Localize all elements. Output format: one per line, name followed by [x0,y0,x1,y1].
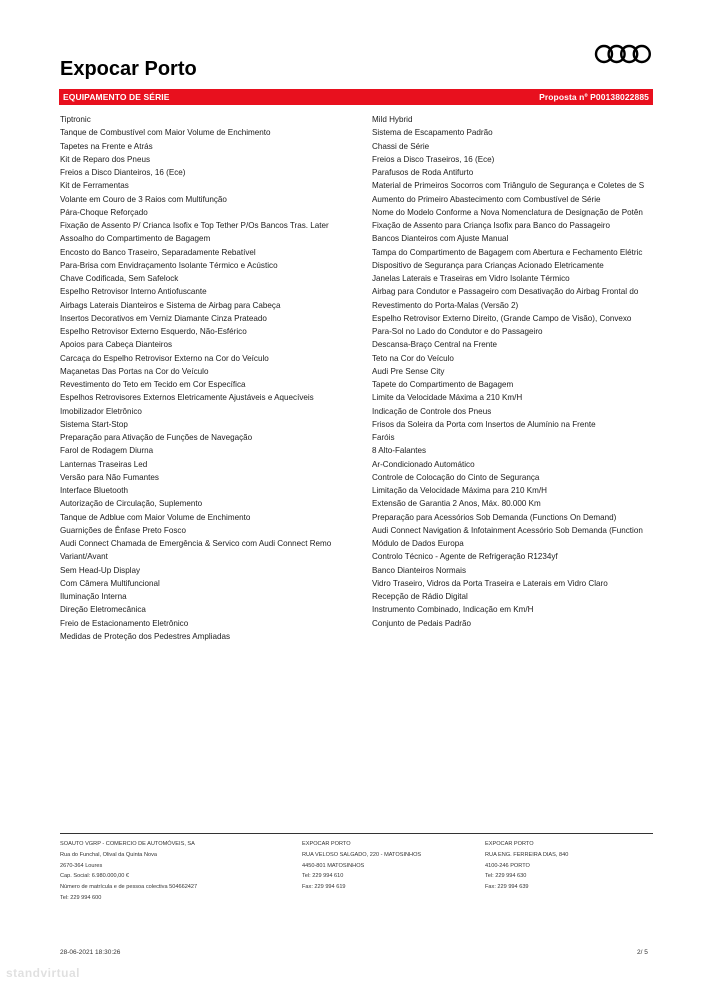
equipment-item: Chassi de Série [372,141,430,151]
equipment-item: Medidas de Proteção dos Pedestres Ampliadas [60,631,231,641]
equipment-item: Controle de Colocação do Cinto de Segurança [372,472,540,482]
footer-line-text: RUA ENG. FERREIRA DIAS, 840 [485,851,569,858]
equipment-item: Tampa do Compartimento de Bagagem com Abertura e Fechamento Elétric [372,247,643,257]
equipment-item: Lanternas Traseiras Led [60,459,148,469]
equipment-item: Bancos Dianteiros com Ajuste Manual [372,234,509,244]
equipment-item: 8 Alto-Falantes [372,446,426,456]
equipment-item: Limitação da Velocidade Máxima para 210 Km/H [372,486,548,495]
equipment-item: Apoios para Cabeça Dianteiros [60,340,173,350]
equipment-item: Extensão de Garantia 2 Anos, Máx. 80.000 Km [372,499,541,509]
equipment-item: Sem Head-Up Display [60,565,141,575]
equipment-item: Parafusos de Roda Antifurto [372,168,474,177]
equipment-item: Fixação de Assento P/ Crianca Isofix e Top Tether P/Os Bancos Tras. Later [60,221,329,230]
equipment-item: Frisos da Soleira da Porta com Insertos de Alumínio na Frente [372,419,596,429]
equipment-item: Para-Brisa com Envidraçamento Isolante Térmico e Acústico [60,260,278,270]
equipment-item: Instrumento Combinado, Indicação em Km/H [372,605,534,615]
equipment-item: Espelho Retrovisor Externo Direito, (Grande Campo de Visão), Convexo [372,313,632,323]
footer-line-text: RUA VELOSO SALGADO, 220 - MATOSINHOS [302,851,422,858]
equipment-item: Imobilizador Eletrônico [60,406,142,416]
equipment-item: Iluminação Interna [60,592,127,601]
equipment-item: Versão para Não Fumantes [60,472,159,482]
page-title: Expocar Porto [60,58,197,80]
equipment-item: Autorização de Circulação, Suplemento [60,499,203,509]
equipment-item: Variant/Avant [60,552,108,562]
equipment-item: Teto na Cor do Veículo [372,353,454,363]
equipment-item: Material de Primeiros Socorros com Triângulo de Segurança e Coletes de S [372,181,645,191]
footer-line-text: 4100-246 PORTO [485,862,530,869]
equipment-item: Tanque de Adblue com Maior Volume de Enchimento [60,512,251,522]
equipment-item: Audi Pre Sense City [372,366,445,376]
equipment-item: Preparação para Ativação de Funções de Navegação [60,433,253,442]
equipment-item: Com Câmera Multifuncional [60,578,160,588]
equipment-item: Freios a Disco Dianteiros, 16 (Ece) [60,168,186,177]
equipment-item: Espelhos Retrovisores Externos Eletricamente Ajustáveis e Aquecíveis [60,393,314,403]
section-banner [59,89,653,105]
footer-line-text: 4450-801 MATOSINHOS [302,862,365,869]
equipment-item: Nome do Modelo Conforme a Nova Nomenclatura de Designação de Potên [372,207,643,217]
equipment-item: Airbag para Condutor e Passageiro com Desativação do Airbag Frontal do [372,287,639,297]
equipment-item: Ar-Condicionado Automático [372,459,475,469]
page-number: 2/ 5 [637,949,648,956]
footer-line-text: Número de matrícula e de pessoa colectiva 504662427 [60,884,198,891]
footer-line-text: SOAUTO VGRP - COMERCIO DE AUTOMÓVEIS, SA [60,841,195,847]
equipment-item: Espelho Retrovisor Externo Esquerdo, Não-Esférico [60,327,247,336]
footer-line-text: Cap. Social: 6.980.000,00 € [60,873,130,880]
footer-company-info [60,839,197,904]
footer-line-text: EXPOCAR PORTO [485,841,534,847]
equipment-item: Banco Dianteiros Normais [372,565,467,575]
equipment-item: Preparação para Acessórios Sob Demanda (Functions On Demand) [372,512,617,522]
footer-line-text: Fax: 229 994 619 [302,884,346,891]
equipment-item: Dispositivo de Segurança para Crianças Acionado Eletricamente [372,260,604,270]
footer-line-text: Tel: 229 994 610 [302,873,344,880]
equipment-item: Controlo Técnico - Agente de Refrigeração R1234yf [372,552,558,562]
equipment-item: Descansa-Braço Central na Frente [372,340,498,350]
equipment-item: Volante em Couro de 3 Raios com Multifunção [60,194,227,204]
equipment-item: Kit de Reparo dos Pneus [60,154,150,164]
equipment-item: Insertos Decorativos em Verniz Diamante Cinza Prateado [60,313,267,323]
footer-porto-info [485,839,568,893]
equipment-item: Vidro Traseiro, Vidros da Porta Traseira e Laterais em Vidro Claro [372,578,608,588]
equipment-list-right [372,113,652,630]
equipment-item: Audi Connect Navigation & Infotainment Acessório Sob Demanda (Function [372,525,643,535]
equipment-item: Kit de Ferramentas [60,181,129,191]
equipment-item: Farol de Rodagem Diurna [60,446,154,456]
equipment-item: Conjunto de Pedais Padrão [372,618,471,628]
watermark: standvirtual [6,966,81,980]
equipment-item: Tapete do Compartimento de Bagagem [372,380,514,389]
equipment-item: Indicação de Controle dos Pneus [372,406,492,416]
equipment-item: Audi Connect Chamada de Emergência & Servico com Audi Connect Remo [60,539,332,548]
equipment-item: Faróis [372,433,395,442]
equipment-item: Tiptronic [60,115,91,124]
equipment-item: Assoalho do Compartimento de Bagagem [60,234,211,244]
equipment-item: Sistema Start-Stop [60,419,128,429]
equipment-item: Aumento do Primeiro Abastecimento com Combustível de Série [372,194,601,204]
equipment-item: Revestimento do Porta-Malas (Versão 2) [372,300,519,310]
equipment-item: Espelho Retrovisor Interno Antiofuscante [60,287,207,297]
footer-matosinhos-info [302,839,421,893]
four-rings-logo-icon [594,43,652,65]
equipment-item: Módulo de Dados Europa [372,539,464,548]
footer-line-text: EXPOCAR PORTO [302,841,351,847]
equipment-item: Tapetes na Frente e Atrás [60,141,153,151]
equipment-item: Revestimento do Teto em Tecido em Cor Específica [60,380,246,389]
equipment-item: Chave Codificada, Sem Safelock [60,274,179,283]
equipment-item: Direção Eletromecânica [60,605,146,615]
timestamp: 28-06-2021 18:30:26 [60,949,121,956]
equipment-item: Maçanetas Das Portas na Cor do Veículo [60,366,209,376]
proposal-number: Proposta nº P00138022885 [539,92,649,102]
equipment-item: Fixação de Assento para Criança Isofix para Banco do Passageiro [372,221,611,230]
footer-line-text: Rua do Funchal, Olival da Quinta Nova [60,851,158,858]
equipment-item: Limite da Velocidade Máxima a 210 Km/H [372,393,523,403]
footer-line-text: 2670-364 Loures [60,862,103,869]
equipment-item: Encosto do Banco Traseiro, Separadamente Rebatível [60,247,256,257]
footer-line-text: Fax: 229 994 639 [485,884,529,891]
footer-line-text: Tel: 229 994 630 [485,873,527,880]
equipment-item: Airbags Laterais Dianteiros e Sistema de Airbag para Cabeça [60,300,281,310]
footer-line-text: Tel: 229 994 600 [60,894,102,901]
footer-divider [60,833,653,834]
equipment-item: Sistema de Escapamento Padrão [372,128,493,138]
equipment-item: Interface Bluetooth [60,486,128,495]
equipment-item: Para-Sol no Lado do Condutor e do Passageiro [372,327,543,336]
equipment-list-left [60,113,360,643]
equipment-item: Pára-Choque Reforçado [60,207,148,217]
equipment-item: Freio de Estacionamento Eletrônico [60,618,189,628]
section-title: EQUIPAMENTO DE SÉRIE [63,92,170,102]
equipment-item: Recepção de Rádio Digital [372,592,468,601]
equipment-item: Guarnições de Ênfase Preto Fosco [60,525,186,535]
equipment-item: Janelas Laterais e Traseiras em Vidro Isolante Térmico [372,274,570,283]
equipment-item: Carcaça do Espelho Retrovisor Externo na Cor do Veículo [60,353,269,363]
equipment-item: Mild Hybrid [372,115,413,124]
equipment-item: Tanque de Combustível com Maior Volume de Enchimento [60,128,271,138]
equipment-item: Freios a Disco Traseiros, 16 (Ece) [372,154,495,164]
